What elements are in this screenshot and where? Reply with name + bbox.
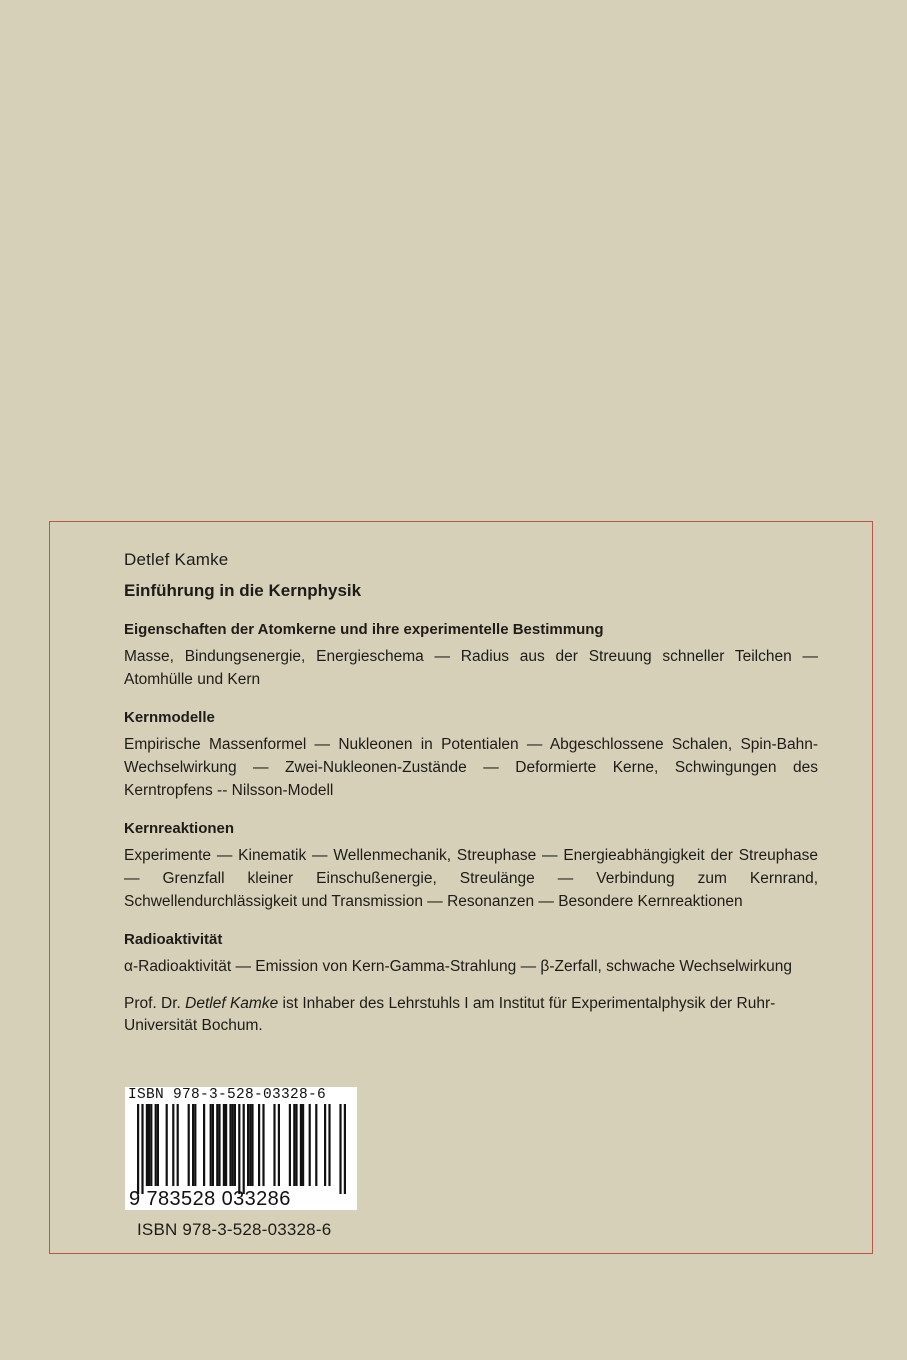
section bbox=[124, 707, 818, 802]
section-title: Kernmodelle bbox=[124, 709, 215, 726]
section-title: Eigenschaften der Atomkerne und ihre experimentelle Bestimmung bbox=[124, 621, 604, 638]
barcode-bar bbox=[273, 1104, 275, 1186]
barcode-bar bbox=[295, 1104, 297, 1186]
barcode-bar bbox=[146, 1104, 148, 1186]
barcode-bar bbox=[278, 1104, 280, 1186]
section-body: α-Radioaktivität — Emission von Kern-Gamma-Strahlung — β-Zerfall, schwache Wechselwirkung bbox=[124, 958, 792, 975]
barcode-bar bbox=[234, 1104, 236, 1186]
barcode-bar bbox=[172, 1104, 174, 1186]
section-body: Masse, Bindungsenergie, Energieschema — Radius aus der Streuung schneller Teilchen — Atomhülle und Kern bbox=[124, 648, 818, 688]
section-body: Experimente — Kinematik — Wellenmechanik, Streuphase — Energieabhängigkeit der Streuphase — Grenzfall kleiner Einschußenergie, Streulänge — Verbindung zum Kernrand, Schwellendurchlässigkeit und Transmission — Resonanzen — Besondere Kernreaktionen bbox=[124, 847, 818, 910]
barcode-bar bbox=[210, 1104, 212, 1186]
barcode-bar bbox=[324, 1104, 326, 1186]
barcode-bar bbox=[216, 1104, 218, 1186]
barcode-bars bbox=[125, 1104, 357, 1196]
author-name: Detlef Kamke bbox=[124, 550, 229, 569]
barcode-bar bbox=[225, 1104, 227, 1186]
barcode-bar bbox=[150, 1104, 152, 1186]
barcode-bar bbox=[344, 1104, 346, 1194]
section bbox=[124, 619, 818, 691]
barcode-bar bbox=[192, 1104, 194, 1186]
barcode-bar bbox=[315, 1104, 317, 1186]
barcode-bar bbox=[289, 1104, 291, 1186]
barcode-bar bbox=[188, 1104, 190, 1186]
section-body: Empirische Massenformel — Nukleonen in Potentialen — Abgeschlossene Schalen, Spin-Bahn-Wechselwirkung — Zwei-Nukleonen-Zustände — Deformierte Kerne, Schwingungen des Kerntropfens -- Nilsson-Modell bbox=[124, 736, 818, 799]
section bbox=[124, 818, 818, 913]
bio-name: Detlef Kamke bbox=[185, 995, 279, 1012]
barcode-bar bbox=[212, 1104, 214, 1186]
barcode-bar bbox=[166, 1104, 168, 1186]
barcode-bar bbox=[251, 1104, 253, 1186]
isbn-text: ISBN 978-3-528-03328-6 bbox=[137, 1220, 332, 1239]
barcode-bar bbox=[339, 1104, 341, 1194]
barcode-bar bbox=[243, 1104, 245, 1194]
barcode-bar bbox=[300, 1104, 302, 1186]
section-title: Radioaktivität bbox=[124, 931, 223, 948]
barcode-bar bbox=[258, 1104, 260, 1186]
section-title: Kernreaktionen bbox=[124, 820, 235, 837]
barcode-bar bbox=[249, 1104, 251, 1186]
back-cover-text bbox=[124, 548, 818, 1037]
author-bio bbox=[124, 993, 818, 1037]
barcode-bar bbox=[141, 1104, 143, 1194]
barcode-bar bbox=[293, 1104, 295, 1186]
barcode-bar bbox=[223, 1104, 225, 1186]
barcode-bar bbox=[157, 1104, 159, 1186]
barcode-bar bbox=[328, 1104, 330, 1186]
book-title: Einführung in die Kernphysik bbox=[124, 581, 362, 600]
barcode-bar bbox=[232, 1104, 234, 1186]
barcode-bar bbox=[155, 1104, 157, 1186]
barcode-bar bbox=[302, 1104, 304, 1186]
barcode-bar bbox=[309, 1104, 311, 1186]
bio-prefix: Prof. Dr. bbox=[124, 995, 186, 1012]
barcode-bar bbox=[238, 1104, 240, 1194]
barcode-bar bbox=[247, 1104, 249, 1186]
barcode-bar bbox=[218, 1104, 220, 1186]
section bbox=[124, 929, 818, 978]
barcode-bar bbox=[203, 1104, 205, 1186]
barcode-bar bbox=[148, 1104, 150, 1186]
barcode-bar bbox=[229, 1104, 231, 1186]
barcode-digits: 9 783528 033286 bbox=[129, 1188, 291, 1210]
barcode bbox=[125, 1087, 357, 1210]
barcode-bar bbox=[137, 1104, 139, 1194]
barcode-bar bbox=[262, 1104, 264, 1186]
barcode-bar bbox=[177, 1104, 179, 1186]
bio-suffix: ist Inhaber des Lehrstuhls I am Institut für Experimentalphysik der Ruhr-Universität Bochum. bbox=[124, 995, 776, 1034]
barcode-bar bbox=[194, 1104, 196, 1186]
barcode-isbn-label: ISBN 978-3-528-03328-6 bbox=[128, 1087, 327, 1103]
